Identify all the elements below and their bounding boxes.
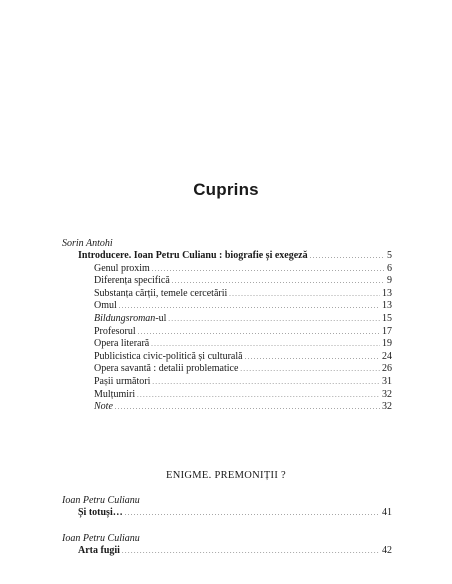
toc-entry-label-italic: Bildungsroman <box>94 312 156 324</box>
toc-block-culianu-1 <box>62 495 392 520</box>
toc-entry-label-suffix: -ul <box>155 312 167 324</box>
toc-entry[interactable] <box>62 300 392 313</box>
toc-entry-label: Omul <box>94 300 117 312</box>
toc-page-number: 41 <box>382 507 392 518</box>
leader-dots <box>115 401 380 415</box>
toc-entry-label: Introducere. Ioan Petru Culianu : biografie și exegeză <box>78 250 308 261</box>
toc-entry[interactable] <box>62 389 392 402</box>
toc-author: Sorin Antohi <box>62 238 113 249</box>
toc-block-culianu-2 <box>62 533 392 558</box>
toc-entry-introducere[interactable] <box>62 250 392 263</box>
toc-entry[interactable] <box>62 263 392 276</box>
toc-entry-label: Note <box>94 401 113 413</box>
leader-dots <box>137 389 380 403</box>
toc-author: Ioan Petru Culianu <box>62 495 140 506</box>
leader-dots <box>151 338 380 352</box>
toc-page-number: 42 <box>382 545 392 556</box>
toc-entry-label <box>94 313 166 326</box>
toc-entry-label: Și totuși… <box>78 507 123 518</box>
leader-dots <box>240 363 380 377</box>
toc-entry[interactable] <box>62 363 392 376</box>
toc-author: Ioan Petru Culianu <box>62 533 140 544</box>
toc-page-number: 9 <box>387 275 392 287</box>
toc-entry[interactable] <box>62 326 392 339</box>
leader-dots <box>168 313 380 327</box>
leader-dots <box>125 507 380 521</box>
toc-block-antohi <box>62 238 392 414</box>
toc-page-number: 5 <box>387 250 392 261</box>
toc-entry[interactable] <box>62 313 392 326</box>
leader-dots <box>122 545 380 559</box>
toc-page-number: 17 <box>382 325 392 337</box>
toc-entry-label: Profesorul <box>94 325 136 337</box>
section-heading: ENIGME. PREMONIȚII ? <box>165 470 287 481</box>
toc-entry-label: Diferența specifică <box>94 275 170 287</box>
toc-entry[interactable] <box>62 338 392 351</box>
toc-page-number: 24 <box>382 350 392 362</box>
toc-entry-label: Substanța cărții, temele cercetării <box>94 287 228 299</box>
toc-page-number: 15 <box>382 312 392 324</box>
toc-page-number: 26 <box>382 363 392 375</box>
toc-entry-label: Arta fugii <box>78 545 120 556</box>
leader-dots <box>119 300 380 314</box>
leader-dots <box>138 326 380 340</box>
toc-entry-label: Pașii următori <box>94 375 151 387</box>
toc-entry-label: Genul proxim <box>94 262 150 274</box>
toc-page-number: 32 <box>382 388 392 400</box>
leader-dots <box>152 376 380 390</box>
toc-entry[interactable] <box>62 376 392 389</box>
toc-entry-label: Mulțumiri <box>94 388 136 400</box>
toc-page-number: 13 <box>382 287 392 299</box>
toc-entry-arta-fugii[interactable] <box>62 545 392 558</box>
toc-page-number: 6 <box>387 262 392 274</box>
toc-page-number: 13 <box>382 300 392 312</box>
toc-entry-note[interactable] <box>62 401 392 414</box>
toc-entry[interactable] <box>62 275 392 288</box>
toc-entry-label: Publicistica civic-politică și culturală <box>94 350 243 362</box>
toc-entry-label: Opera literară <box>94 338 150 350</box>
page-title: Cuprins <box>193 180 259 199</box>
toc-page-number: 19 <box>382 338 392 350</box>
toc-page-number: 32 <box>382 401 392 413</box>
toc-entry[interactable] <box>62 288 392 301</box>
leader-dots <box>229 288 380 302</box>
leader-dots <box>152 263 385 277</box>
leader-dots <box>245 351 380 365</box>
toc-entry-si-totusi[interactable] <box>62 507 392 520</box>
toc-page-number: 31 <box>382 375 392 387</box>
leader-dots <box>310 250 385 264</box>
toc-entry[interactable] <box>62 351 392 364</box>
toc-entry-label: Opera savantă : detalii problematice <box>94 363 239 375</box>
leader-dots <box>172 275 385 289</box>
